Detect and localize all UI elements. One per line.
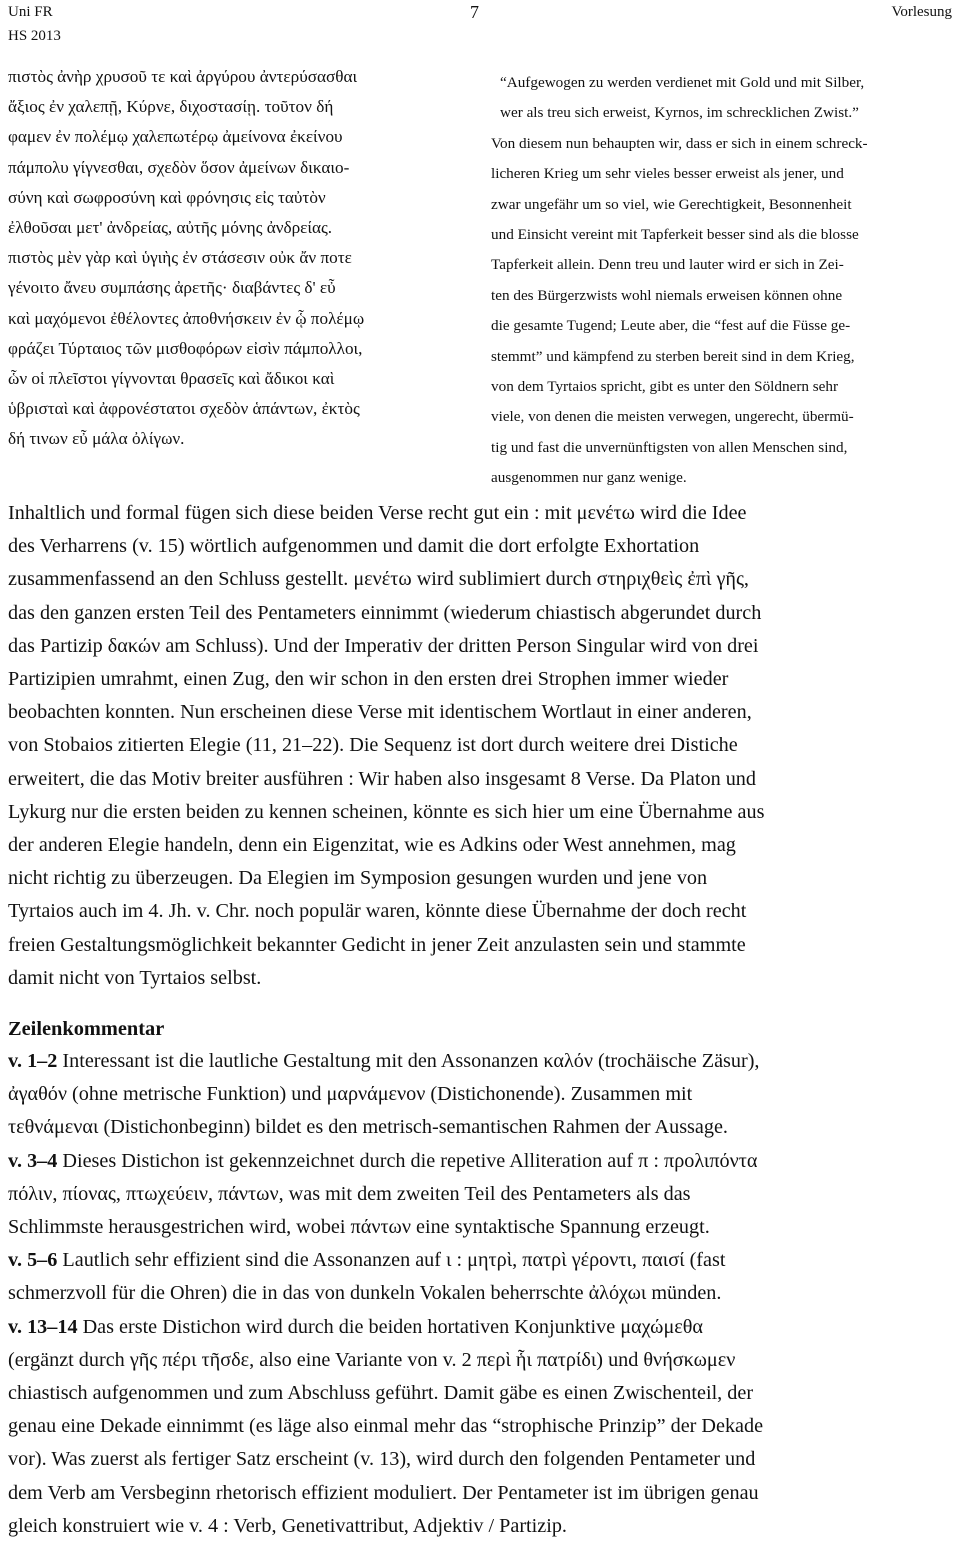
commentary-line	[8, 1111, 952, 1144]
commentary-text: Interessant ist die lautliche Gestaltung mit den Assonanzen καλόν (trochäische Zäsur),	[57, 1050, 760, 1072]
body-line: zusammenfassend an den Schluss gestellt. μενέτω wird sublimiert durch στηριχθεὶς ἐπὶ γῆς,	[8, 568, 749, 591]
commentary-line	[8, 1377, 952, 1410]
header-university: Uni FR	[8, 4, 53, 20]
body-line: nicht richtig zu überzeugen. Da Elegien im Symposion gesungen wurden und jene von	[8, 867, 708, 890]
body-line: Partizipien umrahmt, einen Zug, den wir schon in den ersten drei Strophen immer wieder	[8, 668, 729, 691]
translation-line: und Einsicht vereint mit Tapferkeit besser sind als die blosse	[491, 226, 859, 244]
commentary-text: ἀγαθόν (ohne metrische Funktion) und μαρνάμενον (Distichonende). Zusammen mit	[8, 1083, 693, 1106]
greek-line: ἄξιος ἐν χαλεπῇ, Κύρνε, διχοστασίῃ. τοῦτον δή	[8, 97, 334, 117]
header-lecture: Vorlesung	[891, 4, 952, 20]
body-paragraph	[8, 497, 952, 995]
verse-reference: v. 3–4	[8, 1149, 58, 1172]
page-number: 7	[470, 2, 479, 22]
body-line: von Stobaios zitierten Elegie (11, 21–22). Die Sequenz ist dort durch weitere drei Distiche	[8, 734, 738, 757]
commentary-line	[8, 1045, 952, 1078]
commentary-line	[8, 1145, 952, 1178]
body-line: freien Gestaltungsmöglichkeit bekannter Gedicht in jener Zeit anzulasten sein und stammte	[8, 933, 746, 956]
commentary-text: genau eine Dekade einnimmt (es läge also einmal mehr das “strophische Prinzip” der Dekade	[8, 1415, 764, 1438]
greek-line: φαμεν ἐν πολέμῳ χαλεπωτέρῳ ἀμείνονα ἐκείνου	[8, 127, 343, 147]
commentary-line	[8, 1510, 952, 1543]
header-semester: HS 2013	[8, 28, 61, 44]
body-line: des Verharrens (v. 15) wörtlich aufgenommen und damit die dort erfolgte Exhortation	[8, 535, 700, 558]
header-course	[8, 0, 61, 48]
greek-line: πιστὸς ἀνὴρ χρυσοῦ τε καὶ ἀργύρου ἀντερύσασθαι	[8, 67, 358, 86]
commentary-text: vor). Was zuerst als fertiger Satz erscheint (v. 13), wird durch den folgenden Pentameter und	[8, 1448, 756, 1471]
commentary-text: Dieses Distichon ist gekennzeichnet durch die repetive Alliteration auf π : προλιπόντα	[57, 1149, 758, 1172]
greek-line: ἐλθοῦσαι μετ' ἀνδρείας, αὐτῆς μόνης ἀνδρείας.	[8, 218, 333, 238]
translation-line: viele, von denen die meisten verwegen, ungerecht, übermü-	[491, 408, 854, 426]
commentary-text: dem Verb am Versbeginn rhetorisch effizient moduliert. Der Pentameter ist im übrigen genau	[8, 1481, 759, 1504]
greek-line: ὧν οἱ πλεῖστοι γίγνονται θρασεῖς καὶ ἄδικοι καὶ	[8, 369, 335, 389]
greek-line: σύνη καὶ σωφροσύνη καὶ φρόνησις εἰς ταὐτὸν	[8, 187, 326, 207]
translation-column	[491, 68, 953, 494]
body-line: Lykurg nur die ersten beiden zu kennen scheinen, könnte es sich hier um eine Übernahme aus	[8, 800, 765, 823]
greek-line: δή τινων εὖ μάλα ὀλίγων.	[8, 429, 185, 449]
translation-line: die gesamte Tugend; Leute aber, die “fest auf die Füsse ge-	[491, 317, 851, 335]
commentary-text: πόλιν, πίονας, πτωχεύειν, πάντων, was mit dem zweiten Teil des Pentameters als das	[8, 1182, 691, 1205]
verse-reference: v. 1–2	[8, 1050, 58, 1072]
translation-line: wer als treu sich erweist, Kyrnos, im schrecklichen Zwist.”	[500, 104, 859, 122]
greek-line: πάμπολυ γίγνεσθαι, σχεδὸν ὅσον ἀμείνων δικαιο-	[8, 157, 350, 177]
commentary-line	[8, 1410, 952, 1443]
commentary-text: Das erste Distichon wird durch die beiden hortativen Konjunktive μαχώμεθα	[77, 1315, 703, 1338]
commentary-line	[8, 1277, 952, 1310]
commentary-text: (ergänzt durch γῆς πέρι τῆσδε, also eine Variante von v. 2 περὶ ἧι πατρίδι) und θνήσκωμεν	[8, 1348, 736, 1371]
commentary-text: Lautlich sehr effizient sind die Assonanzen auf ι : μητρὶ, πατρὶ γέροντι, παισί (fast	[57, 1249, 726, 1272]
greek-text-column	[8, 62, 478, 455]
body-line: Tyrtaios auch im 4. Jh. v. Chr. noch populär waren, könnte diese Übernahme der doch recht	[8, 900, 747, 923]
translation-line: zwar ungefähr um so viel, wie Gerechtigkeit, Besonnenheit	[491, 195, 852, 213]
commentary-line	[8, 1477, 952, 1510]
translation-line: ausgenommen nur ganz wenige.	[491, 469, 687, 487]
line-commentary	[8, 1045, 952, 1543]
translation-line: von dem Tyrtaios spricht, gibt es unter den Söldnern sehr	[491, 378, 839, 396]
commentary-line	[8, 1344, 952, 1377]
body-line: das den ganzen ersten Teil des Pentameters einnimmt (wiederum chiastisch abgerundet durch	[8, 601, 762, 624]
body-line: der anderen Elegie handeln, denn ein Eigenzitat, wie es Adkins oder West annehmen, mag	[8, 834, 736, 857]
translation-line: stemmt” und kämpfend zu sterben bereit sind in dem Krieg,	[491, 347, 855, 365]
body-line: das Partizip δακών am Schluss). Und der Imperativ der dritten Person Singular wird von drei	[8, 634, 759, 657]
body-line: damit nicht von Tyrtaios selbst.	[8, 966, 262, 989]
greek-line: φράζει Τύρταιος τῶν μισθοφόρων εἰσὶν πάμπολλοι,	[8, 338, 363, 358]
translation-line: Tapferkeit allein. Denn treu und lauter wird er sich in Zei-	[491, 256, 844, 274]
body-line: Inhaltlich und formal fügen sich diese beiden Verse recht gut ein : mit μενέτω wird die Idee	[8, 502, 747, 524]
commentary-line	[8, 1443, 952, 1476]
translation-line: licheren Krieg um sehr vieles besser erweist als jener, und	[491, 165, 844, 183]
greek-line: γένοιτο ἄνευ συμπάσης ἀρετῆς· διαβάντες δ' εὖ	[8, 278, 336, 298]
commentary-line	[8, 1078, 952, 1111]
translation-line: “Aufgewogen zu werden verdienet mit Gold und mit Silber,	[500, 74, 865, 91]
commentary-line	[8, 1211, 952, 1244]
section-title: Zeilenkommentar	[8, 1018, 165, 1040]
commentary-line	[8, 1244, 952, 1277]
commentary-text: gleich konstruiert wie v. 4 : Verb, Genetivattribut, Adjektiv / Partizip.	[8, 1514, 567, 1537]
translation-line: ten des Bürgerzwists wohl niemals erweisen können ohne	[491, 286, 843, 304]
translation-line: tig und fast die unvernünftigsten von allen Menschen sind,	[491, 438, 848, 456]
commentary-text: schmerzvoll für die Ohren) die in das von dunkeln Vokalen beherrschte ἀλόχωι münden.	[8, 1282, 722, 1305]
commentary-text: τεθνάμεναι (Distichonbeginn) bildet es den metrisch-semantischen Rahmen der Aussage.	[8, 1116, 728, 1139]
commentary-line	[8, 1311, 952, 1344]
commentary-text: chiastisch aufgenommen und zum Abschluss geführt. Damit gäbe es einen Zwischenteil, der	[8, 1382, 754, 1405]
body-line: beobachten konnten. Nun erscheinen diese Verse mit identischem Wortlaut in einer anderen,	[8, 701, 752, 724]
verse-reference: v. 13–14	[8, 1315, 78, 1338]
greek-line: ὑβρισταὶ καὶ ἀφρονέστατοι σχεδὸν ἁπάντων, ἐκτὸς	[8, 399, 360, 419]
greek-line: πιστὸς μὲν γὰρ καὶ ὑγιὴς ἐν στάσεσιν οὐκ ἄν ποτε	[8, 248, 352, 268]
commentary-line	[8, 1178, 952, 1211]
body-line: erweitert, die das Motiv breiter ausführen : Wir haben also insgesamt 8 Verse. Da Platon und	[8, 767, 756, 790]
commentary-text: Schlimmste herausgestrichen wird, wobei πάντων eine syntaktische Spannung erzeugt.	[8, 1216, 710, 1239]
greek-line: καὶ μαχόμενοι ἐθέλοντες ἀποθνήσκειν ἐν ᾧ πολέμῳ	[8, 308, 365, 328]
verse-reference: v. 5–6	[8, 1249, 58, 1272]
translation-line: Von diesem nun behaupten wir, dass er sich in einem schreck-	[491, 134, 868, 152]
